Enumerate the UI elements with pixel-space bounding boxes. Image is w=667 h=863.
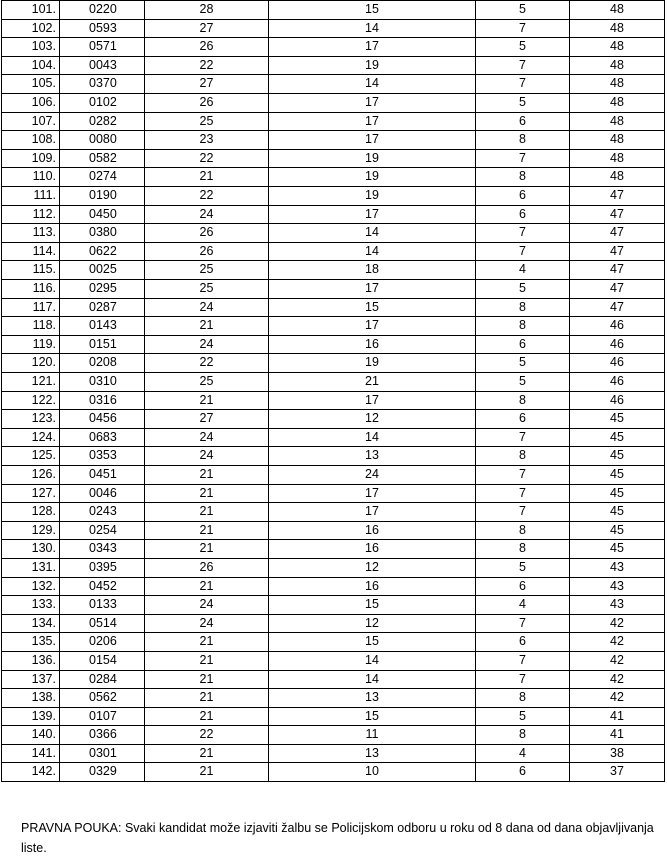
table-row bbox=[2, 75, 665, 94]
score-a-cell: 26 bbox=[145, 558, 269, 577]
score-a-cell: 27 bbox=[145, 75, 269, 94]
score-a-cell: 21 bbox=[145, 651, 269, 670]
candidate-code-cell: 0562 bbox=[60, 689, 145, 708]
table-row bbox=[2, 168, 665, 187]
table-row bbox=[2, 577, 665, 596]
candidate-code-cell: 0107 bbox=[60, 707, 145, 726]
candidate-code-cell: 0370 bbox=[60, 75, 145, 94]
table-row bbox=[2, 38, 665, 57]
score-a-cell: 21 bbox=[145, 521, 269, 540]
candidate-code-cell: 0456 bbox=[60, 410, 145, 429]
rank-cell: 101. bbox=[2, 1, 60, 20]
score-a-cell: 26 bbox=[145, 93, 269, 112]
rank-cell: 123. bbox=[2, 410, 60, 429]
candidate-code-cell: 0353 bbox=[60, 447, 145, 466]
score-c-cell: 7 bbox=[476, 465, 570, 484]
score-b-cell: 13 bbox=[269, 744, 476, 763]
score-b-cell: 14 bbox=[269, 75, 476, 94]
rank-cell: 141. bbox=[2, 744, 60, 763]
candidate-code-cell: 0254 bbox=[60, 521, 145, 540]
candidate-code-cell: 0206 bbox=[60, 633, 145, 652]
candidate-code-cell: 0154 bbox=[60, 651, 145, 670]
total-score-cell: 48 bbox=[570, 19, 665, 38]
candidate-code-cell: 0287 bbox=[60, 298, 145, 317]
table-row bbox=[2, 744, 665, 763]
total-score-cell: 38 bbox=[570, 744, 665, 763]
score-a-cell: 28 bbox=[145, 1, 269, 20]
score-c-cell: 5 bbox=[476, 1, 570, 20]
candidate-code-cell: 0329 bbox=[60, 763, 145, 782]
legal-notice: PRAVNA POUKA: Svaki kandidat može izjaviti žalbu se Policijskom odboru u roku od 8 dana od dana objavljivanja liste. bbox=[21, 821, 654, 855]
total-score-cell: 45 bbox=[570, 465, 665, 484]
rank-cell: 112. bbox=[2, 205, 60, 224]
table-row bbox=[2, 726, 665, 745]
score-a-cell: 21 bbox=[145, 503, 269, 522]
score-c-cell: 5 bbox=[476, 373, 570, 392]
score-b-cell: 16 bbox=[269, 540, 476, 559]
total-score-cell: 47 bbox=[570, 224, 665, 243]
rank-cell: 105. bbox=[2, 75, 60, 94]
table-row bbox=[2, 112, 665, 131]
score-c-cell: 7 bbox=[476, 428, 570, 447]
table-row bbox=[2, 56, 665, 75]
score-c-cell: 5 bbox=[476, 279, 570, 298]
rank-cell: 127. bbox=[2, 484, 60, 503]
score-b-cell: 17 bbox=[269, 391, 476, 410]
score-b-cell: 15 bbox=[269, 707, 476, 726]
score-c-cell: 7 bbox=[476, 19, 570, 38]
score-b-cell: 13 bbox=[269, 447, 476, 466]
rank-cell: 115. bbox=[2, 261, 60, 280]
score-b-cell: 14 bbox=[269, 670, 476, 689]
score-b-cell: 14 bbox=[269, 651, 476, 670]
score-a-cell: 21 bbox=[145, 317, 269, 336]
table-row bbox=[2, 484, 665, 503]
candidate-code-cell: 0151 bbox=[60, 335, 145, 354]
score-a-cell: 22 bbox=[145, 56, 269, 75]
score-b-cell: 19 bbox=[269, 354, 476, 373]
score-c-cell: 8 bbox=[476, 131, 570, 150]
score-c-cell: 5 bbox=[476, 707, 570, 726]
score-b-cell: 13 bbox=[269, 689, 476, 708]
table-row bbox=[2, 354, 665, 373]
table-row bbox=[2, 317, 665, 336]
total-score-cell: 48 bbox=[570, 131, 665, 150]
score-a-cell: 24 bbox=[145, 298, 269, 317]
total-score-cell: 41 bbox=[570, 707, 665, 726]
candidate-code-cell: 0143 bbox=[60, 317, 145, 336]
rank-cell: 116. bbox=[2, 279, 60, 298]
table-row bbox=[2, 279, 665, 298]
total-score-cell: 43 bbox=[570, 596, 665, 615]
total-score-cell: 45 bbox=[570, 447, 665, 466]
score-c-cell: 5 bbox=[476, 38, 570, 57]
table-row bbox=[2, 298, 665, 317]
table-row bbox=[2, 205, 665, 224]
table-row bbox=[2, 707, 665, 726]
score-b-cell: 16 bbox=[269, 521, 476, 540]
candidate-code-cell: 0274 bbox=[60, 168, 145, 187]
rank-cell: 121. bbox=[2, 373, 60, 392]
rank-cell: 122. bbox=[2, 391, 60, 410]
total-score-cell: 42 bbox=[570, 689, 665, 708]
score-a-cell: 24 bbox=[145, 335, 269, 354]
score-a-cell: 21 bbox=[145, 465, 269, 484]
score-c-cell: 8 bbox=[476, 726, 570, 745]
rank-cell: 125. bbox=[2, 447, 60, 466]
table-row bbox=[2, 670, 665, 689]
rank-cell: 136. bbox=[2, 651, 60, 670]
rank-cell: 135. bbox=[2, 633, 60, 652]
score-b-cell: 17 bbox=[269, 131, 476, 150]
score-b-cell: 21 bbox=[269, 373, 476, 392]
rank-cell: 132. bbox=[2, 577, 60, 596]
total-score-cell: 47 bbox=[570, 261, 665, 280]
rank-cell: 118. bbox=[2, 317, 60, 336]
total-score-cell: 42 bbox=[570, 670, 665, 689]
score-b-cell: 12 bbox=[269, 614, 476, 633]
candidate-code-cell: 0133 bbox=[60, 596, 145, 615]
total-score-cell: 42 bbox=[570, 651, 665, 670]
total-score-cell: 45 bbox=[570, 428, 665, 447]
total-score-cell: 41 bbox=[570, 726, 665, 745]
score-a-cell: 25 bbox=[145, 112, 269, 131]
score-a-cell: 25 bbox=[145, 373, 269, 392]
score-b-cell: 17 bbox=[269, 93, 476, 112]
score-c-cell: 4 bbox=[476, 596, 570, 615]
total-score-cell: 46 bbox=[570, 317, 665, 336]
total-score-cell: 47 bbox=[570, 298, 665, 317]
results-table-part-1 bbox=[1, 0, 665, 373]
score-c-cell: 8 bbox=[476, 168, 570, 187]
score-c-cell: 8 bbox=[476, 391, 570, 410]
total-score-cell: 48 bbox=[570, 56, 665, 75]
score-a-cell: 25 bbox=[145, 279, 269, 298]
total-score-cell: 48 bbox=[570, 112, 665, 131]
candidate-code-cell: 0395 bbox=[60, 558, 145, 577]
rank-cell: 139. bbox=[2, 707, 60, 726]
candidate-code-cell: 0295 bbox=[60, 279, 145, 298]
rank-cell: 107. bbox=[2, 112, 60, 131]
table-row bbox=[2, 558, 665, 577]
rank-cell: 104. bbox=[2, 56, 60, 75]
rank-cell: 128. bbox=[2, 503, 60, 522]
candidate-code-cell: 0102 bbox=[60, 93, 145, 112]
candidate-code-cell: 0046 bbox=[60, 484, 145, 503]
score-a-cell: 21 bbox=[145, 633, 269, 652]
score-c-cell: 4 bbox=[476, 744, 570, 763]
total-score-cell: 43 bbox=[570, 577, 665, 596]
total-score-cell: 47 bbox=[570, 186, 665, 205]
candidate-code-cell: 0208 bbox=[60, 354, 145, 373]
score-a-cell: 21 bbox=[145, 744, 269, 763]
score-a-cell: 22 bbox=[145, 354, 269, 373]
score-b-cell: 14 bbox=[269, 428, 476, 447]
candidate-code-cell: 0452 bbox=[60, 577, 145, 596]
score-a-cell: 27 bbox=[145, 410, 269, 429]
score-b-cell: 15 bbox=[269, 633, 476, 652]
rank-cell: 113. bbox=[2, 224, 60, 243]
rank-cell: 117. bbox=[2, 298, 60, 317]
table-row bbox=[2, 186, 665, 205]
candidate-code-cell: 0025 bbox=[60, 261, 145, 280]
rank-cell: 120. bbox=[2, 354, 60, 373]
score-c-cell: 5 bbox=[476, 93, 570, 112]
table-row bbox=[2, 335, 665, 354]
total-score-cell: 47 bbox=[570, 205, 665, 224]
score-a-cell: 22 bbox=[145, 186, 269, 205]
table-row bbox=[2, 410, 665, 429]
total-score-cell: 46 bbox=[570, 335, 665, 354]
score-a-cell: 25 bbox=[145, 261, 269, 280]
candidate-code-cell: 0514 bbox=[60, 614, 145, 633]
total-score-cell: 37 bbox=[570, 763, 665, 782]
score-c-cell: 8 bbox=[476, 521, 570, 540]
total-score-cell: 42 bbox=[570, 633, 665, 652]
total-score-cell: 48 bbox=[570, 1, 665, 20]
table-row bbox=[2, 689, 665, 708]
total-score-cell: 45 bbox=[570, 540, 665, 559]
total-score-cell: 45 bbox=[570, 410, 665, 429]
score-c-cell: 6 bbox=[476, 577, 570, 596]
table-row bbox=[2, 131, 665, 150]
score-a-cell: 21 bbox=[145, 763, 269, 782]
candidate-code-cell: 0593 bbox=[60, 19, 145, 38]
table-row bbox=[2, 261, 665, 280]
score-b-cell: 11 bbox=[269, 726, 476, 745]
rank-cell: 133. bbox=[2, 596, 60, 615]
rank-cell: 138. bbox=[2, 689, 60, 708]
score-b-cell: 17 bbox=[269, 279, 476, 298]
total-score-cell: 42 bbox=[570, 614, 665, 633]
score-c-cell: 5 bbox=[476, 558, 570, 577]
total-score-cell: 46 bbox=[570, 373, 665, 392]
score-a-cell: 21 bbox=[145, 670, 269, 689]
score-a-cell: 26 bbox=[145, 242, 269, 261]
score-a-cell: 22 bbox=[145, 726, 269, 745]
score-a-cell: 26 bbox=[145, 224, 269, 243]
table-row bbox=[2, 763, 665, 782]
score-b-cell: 19 bbox=[269, 149, 476, 168]
score-b-cell: 16 bbox=[269, 335, 476, 354]
table-row bbox=[2, 614, 665, 633]
total-score-cell: 46 bbox=[570, 354, 665, 373]
rank-cell: 142. bbox=[2, 763, 60, 782]
score-b-cell: 17 bbox=[269, 205, 476, 224]
score-c-cell: 5 bbox=[476, 354, 570, 373]
score-c-cell: 6 bbox=[476, 633, 570, 652]
candidate-code-cell: 0571 bbox=[60, 38, 145, 57]
table-row bbox=[2, 149, 665, 168]
score-c-cell: 7 bbox=[476, 75, 570, 94]
score-a-cell: 24 bbox=[145, 428, 269, 447]
score-c-cell: 7 bbox=[476, 242, 570, 261]
rank-cell: 102. bbox=[2, 19, 60, 38]
rank-cell: 103. bbox=[2, 38, 60, 57]
score-c-cell: 7 bbox=[476, 503, 570, 522]
rank-cell: 129. bbox=[2, 521, 60, 540]
rank-cell: 140. bbox=[2, 726, 60, 745]
candidate-code-cell: 0301 bbox=[60, 744, 145, 763]
table-row bbox=[2, 651, 665, 670]
score-a-cell: 21 bbox=[145, 540, 269, 559]
score-b-cell: 18 bbox=[269, 261, 476, 280]
candidate-code-cell: 0450 bbox=[60, 205, 145, 224]
score-a-cell: 24 bbox=[145, 614, 269, 633]
rank-cell: 110. bbox=[2, 168, 60, 187]
candidate-code-cell: 0343 bbox=[60, 540, 145, 559]
rank-cell: 134. bbox=[2, 614, 60, 633]
score-b-cell: 17 bbox=[269, 112, 476, 131]
candidate-code-cell: 0043 bbox=[60, 56, 145, 75]
rank-cell: 109. bbox=[2, 149, 60, 168]
table-row bbox=[2, 373, 665, 392]
score-b-cell: 19 bbox=[269, 186, 476, 205]
score-b-cell: 17 bbox=[269, 484, 476, 503]
score-a-cell: 22 bbox=[145, 149, 269, 168]
candidate-code-cell: 0284 bbox=[60, 670, 145, 689]
table-row bbox=[2, 503, 665, 522]
score-c-cell: 8 bbox=[476, 317, 570, 336]
total-score-cell: 48 bbox=[570, 93, 665, 112]
table-row bbox=[2, 540, 665, 559]
score-a-cell: 21 bbox=[145, 168, 269, 187]
candidate-code-cell: 0683 bbox=[60, 428, 145, 447]
total-score-cell: 46 bbox=[570, 391, 665, 410]
table-row bbox=[2, 1, 665, 20]
score-b-cell: 12 bbox=[269, 558, 476, 577]
score-b-cell: 14 bbox=[269, 19, 476, 38]
score-c-cell: 8 bbox=[476, 298, 570, 317]
candidate-code-cell: 0316 bbox=[60, 391, 145, 410]
total-score-cell: 48 bbox=[570, 38, 665, 57]
score-c-cell: 7 bbox=[476, 484, 570, 503]
score-c-cell: 4 bbox=[476, 261, 570, 280]
score-b-cell: 15 bbox=[269, 1, 476, 20]
total-score-cell: 45 bbox=[570, 503, 665, 522]
total-score-cell: 48 bbox=[570, 75, 665, 94]
results-table-part-2 bbox=[1, 372, 665, 782]
score-b-cell: 19 bbox=[269, 168, 476, 187]
table-row bbox=[2, 242, 665, 261]
rank-cell: 114. bbox=[2, 242, 60, 261]
total-score-cell: 45 bbox=[570, 484, 665, 503]
total-score-cell: 48 bbox=[570, 168, 665, 187]
score-c-cell: 7 bbox=[476, 224, 570, 243]
candidate-code-cell: 0582 bbox=[60, 149, 145, 168]
score-a-cell: 27 bbox=[145, 19, 269, 38]
candidate-code-cell: 0282 bbox=[60, 112, 145, 131]
candidate-code-cell: 0310 bbox=[60, 373, 145, 392]
score-b-cell: 15 bbox=[269, 298, 476, 317]
score-b-cell: 17 bbox=[269, 503, 476, 522]
score-c-cell: 6 bbox=[476, 112, 570, 131]
table-row bbox=[2, 447, 665, 466]
score-b-cell: 24 bbox=[269, 465, 476, 484]
score-b-cell: 17 bbox=[269, 317, 476, 336]
score-a-cell: 23 bbox=[145, 131, 269, 150]
total-score-cell: 45 bbox=[570, 521, 665, 540]
score-c-cell: 7 bbox=[476, 149, 570, 168]
score-b-cell: 19 bbox=[269, 56, 476, 75]
score-b-cell: 15 bbox=[269, 596, 476, 615]
score-b-cell: 17 bbox=[269, 38, 476, 57]
rank-cell: 119. bbox=[2, 335, 60, 354]
rank-cell: 126. bbox=[2, 465, 60, 484]
score-a-cell: 21 bbox=[145, 391, 269, 410]
score-a-cell: 24 bbox=[145, 596, 269, 615]
score-a-cell: 24 bbox=[145, 447, 269, 466]
candidate-code-cell: 0380 bbox=[60, 224, 145, 243]
rank-cell: 131. bbox=[2, 558, 60, 577]
rank-cell: 111. bbox=[2, 186, 60, 205]
score-a-cell: 21 bbox=[145, 484, 269, 503]
score-b-cell: 16 bbox=[269, 577, 476, 596]
score-c-cell: 6 bbox=[476, 205, 570, 224]
candidate-code-cell: 0622 bbox=[60, 242, 145, 261]
table-row bbox=[2, 633, 665, 652]
table-row bbox=[2, 19, 665, 38]
table-row bbox=[2, 465, 665, 484]
score-a-cell: 21 bbox=[145, 689, 269, 708]
total-score-cell: 43 bbox=[570, 558, 665, 577]
rank-cell: 137. bbox=[2, 670, 60, 689]
table-row bbox=[2, 596, 665, 615]
score-c-cell: 6 bbox=[476, 335, 570, 354]
score-c-cell: 7 bbox=[476, 614, 570, 633]
score-c-cell: 8 bbox=[476, 447, 570, 466]
score-c-cell: 7 bbox=[476, 670, 570, 689]
rank-cell: 106. bbox=[2, 93, 60, 112]
total-score-cell: 47 bbox=[570, 279, 665, 298]
table-row bbox=[2, 224, 665, 243]
score-c-cell: 6 bbox=[476, 186, 570, 205]
score-b-cell: 14 bbox=[269, 242, 476, 261]
total-score-cell: 48 bbox=[570, 149, 665, 168]
candidate-code-cell: 0080 bbox=[60, 131, 145, 150]
rank-cell: 124. bbox=[2, 428, 60, 447]
score-b-cell: 14 bbox=[269, 224, 476, 243]
table-row bbox=[2, 428, 665, 447]
total-score-cell: 47 bbox=[570, 242, 665, 261]
score-a-cell: 21 bbox=[145, 707, 269, 726]
score-c-cell: 8 bbox=[476, 540, 570, 559]
score-a-cell: 24 bbox=[145, 205, 269, 224]
score-c-cell: 7 bbox=[476, 56, 570, 75]
table-row bbox=[2, 93, 665, 112]
rank-cell: 108. bbox=[2, 131, 60, 150]
score-b-cell: 10 bbox=[269, 763, 476, 782]
table-row bbox=[2, 521, 665, 540]
candidate-code-cell: 0366 bbox=[60, 726, 145, 745]
candidate-code-cell: 0451 bbox=[60, 465, 145, 484]
score-c-cell: 6 bbox=[476, 410, 570, 429]
rank-cell: 130. bbox=[2, 540, 60, 559]
score-c-cell: 6 bbox=[476, 763, 570, 782]
score-a-cell: 26 bbox=[145, 38, 269, 57]
candidate-code-cell: 0190 bbox=[60, 186, 145, 205]
candidate-code-cell: 0243 bbox=[60, 503, 145, 522]
table-row bbox=[2, 391, 665, 410]
candidate-code-cell: 0220 bbox=[60, 1, 145, 20]
score-c-cell: 7 bbox=[476, 651, 570, 670]
score-a-cell: 21 bbox=[145, 577, 269, 596]
score-c-cell: 8 bbox=[476, 689, 570, 708]
score-b-cell: 12 bbox=[269, 410, 476, 429]
